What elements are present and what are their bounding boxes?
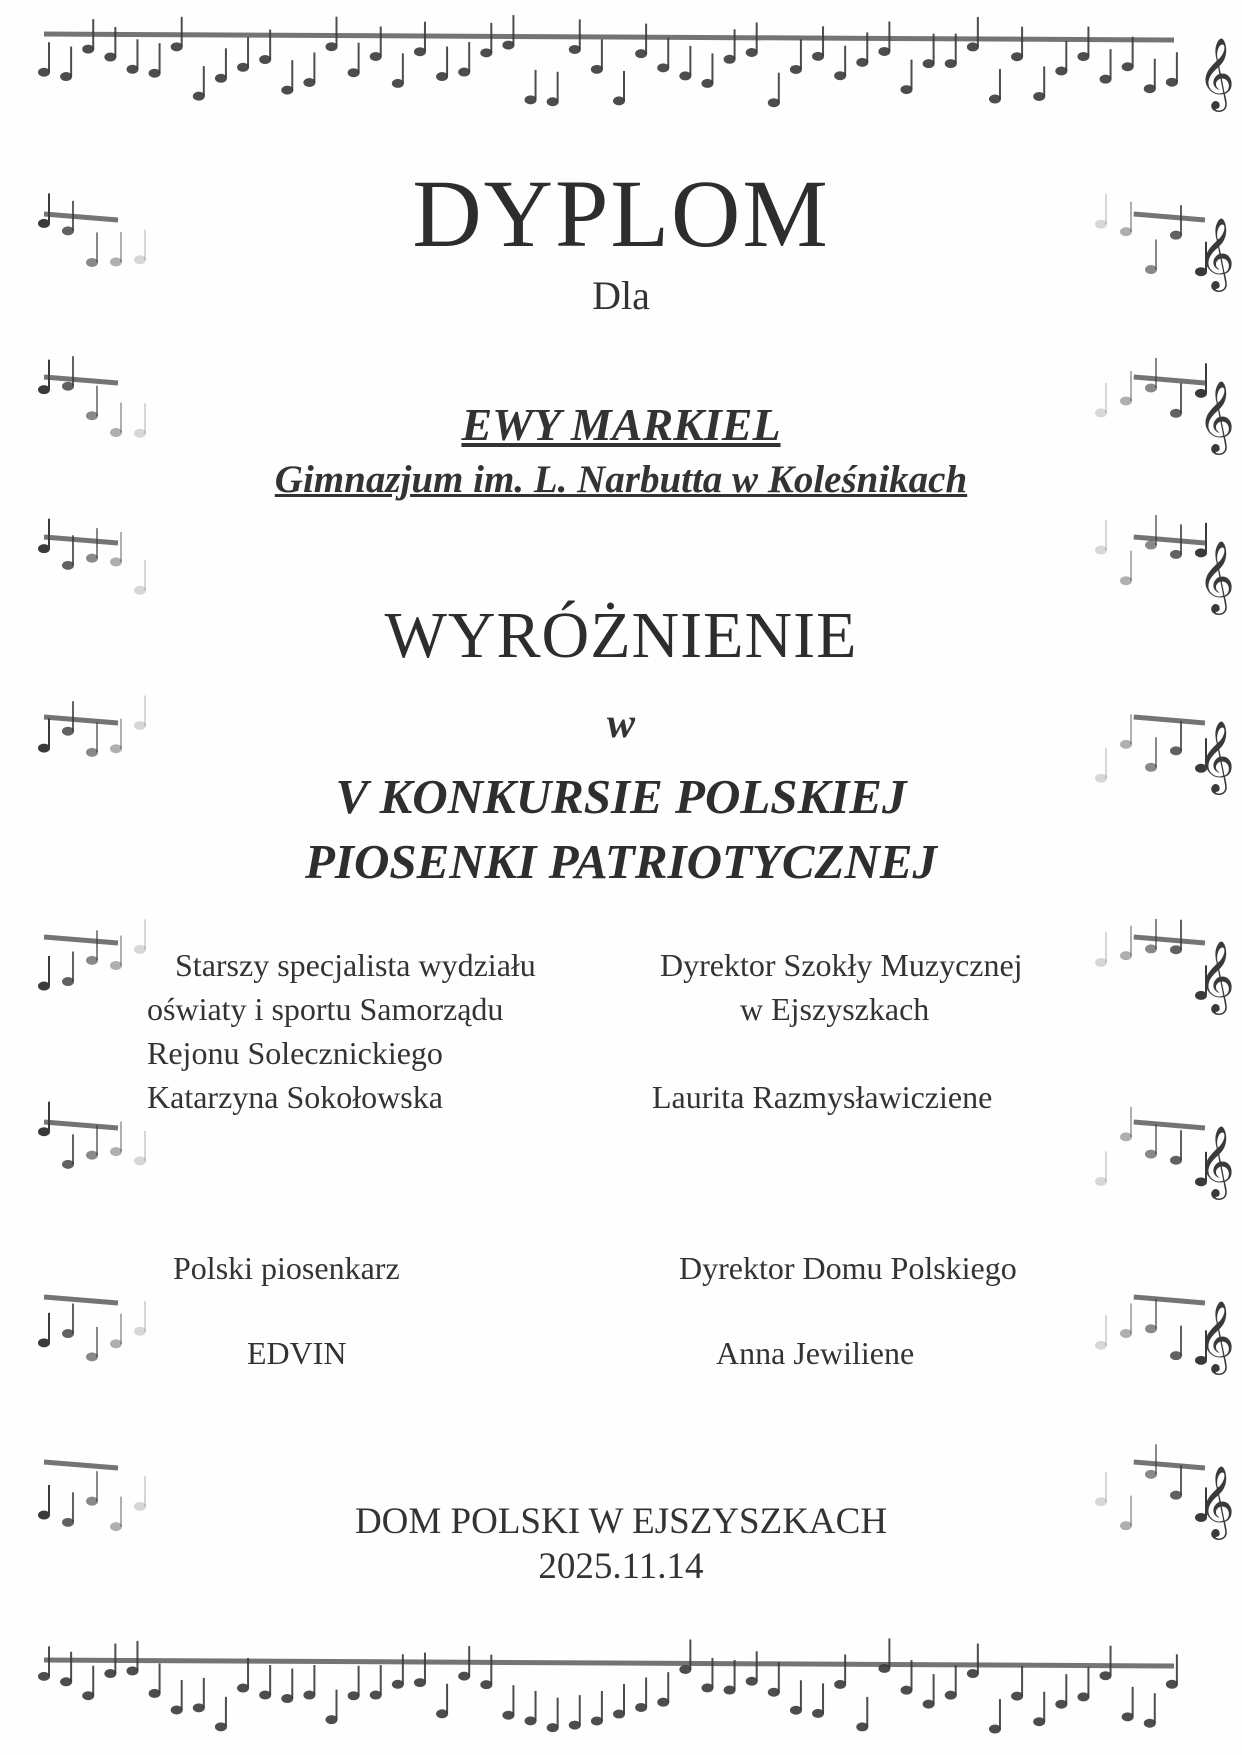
organizer: DOM POLSKI W EJSZYSZKACH [354, 1501, 888, 1542]
preposition: w [606, 701, 635, 747]
recipient-school: Gimnazjum im. L. Narbutta w Koleśnikach [274, 458, 968, 501]
signature-role-line: Dyrektor Szokły Muzycznej [660, 947, 1023, 983]
award-title: WYRÓŻNIENIE [384, 599, 858, 672]
signature-left-top [147, 943, 536, 1119]
signature-role-line: oświaty i sportu Samorządu [147, 991, 504, 1027]
left-staff [34, 1297, 154, 1361]
for-label: Dla [592, 273, 650, 318]
recipient-name: EWY MARKIEL [461, 399, 781, 450]
signature-role-line: w Ejszyszkach [740, 991, 930, 1027]
signature-name: Laurita Razmysławicziene [652, 1079, 993, 1115]
right-staff [1090, 1297, 1215, 1365]
treble-clef-icon: 𝄞 [1198, 36, 1235, 109]
left-staff [34, 919, 154, 997]
left-staff [34, 519, 154, 597]
treble-clef-icon: 𝄞 [1198, 1299, 1235, 1372]
signature-name: Katarzyna Sokołowska [147, 1079, 443, 1115]
treble-clef-icon: 𝄞 [1198, 1464, 1235, 1537]
treble-clef-icon: 𝄞 [1198, 1124, 1235, 1197]
treble-clef-icon: 𝄞 [1198, 719, 1235, 792]
treble-clef-icon: 𝄞 [1198, 379, 1235, 452]
competition-line-2: PIOSENKI PATRIOTYCZNEJ [304, 834, 938, 889]
diploma-title: DYPLOM [412, 160, 830, 267]
signature-name: Anna Jewiliene [716, 1335, 915, 1371]
right-staff [1090, 1107, 1215, 1186]
right-staff [1090, 515, 1215, 597]
treble-clef-icon: 𝄞 [1198, 539, 1235, 612]
left-staff [34, 1102, 154, 1182]
right-staff [1090, 919, 1215, 1000]
bottom-staff [34, 1638, 1184, 1733]
signature-right-bottom [679, 1246, 1017, 1375]
signature-left-bottom [173, 1246, 400, 1375]
signature-role-line: Polski piosenkarz [173, 1250, 400, 1286]
signature-role-line: Rejonu Solecznickiego [147, 1035, 443, 1071]
signature-role-line: Starszy specjalista wydziału [175, 947, 536, 983]
signature-right-top [652, 943, 1023, 1119]
signature-role-line: Dyrektor Domu Polskiego [679, 1250, 1017, 1286]
competition-line-1: V KONKURSIE POLSKIEJ [335, 769, 907, 824]
treble-clef-icon: 𝄞 [1198, 216, 1235, 289]
issue-date: 2025.11.14 [538, 1546, 704, 1587]
treble-clef-icon: 𝄞 [1198, 939, 1235, 1012]
signature-name: EDVIN [247, 1335, 347, 1371]
top-staff [34, 15, 1184, 107]
